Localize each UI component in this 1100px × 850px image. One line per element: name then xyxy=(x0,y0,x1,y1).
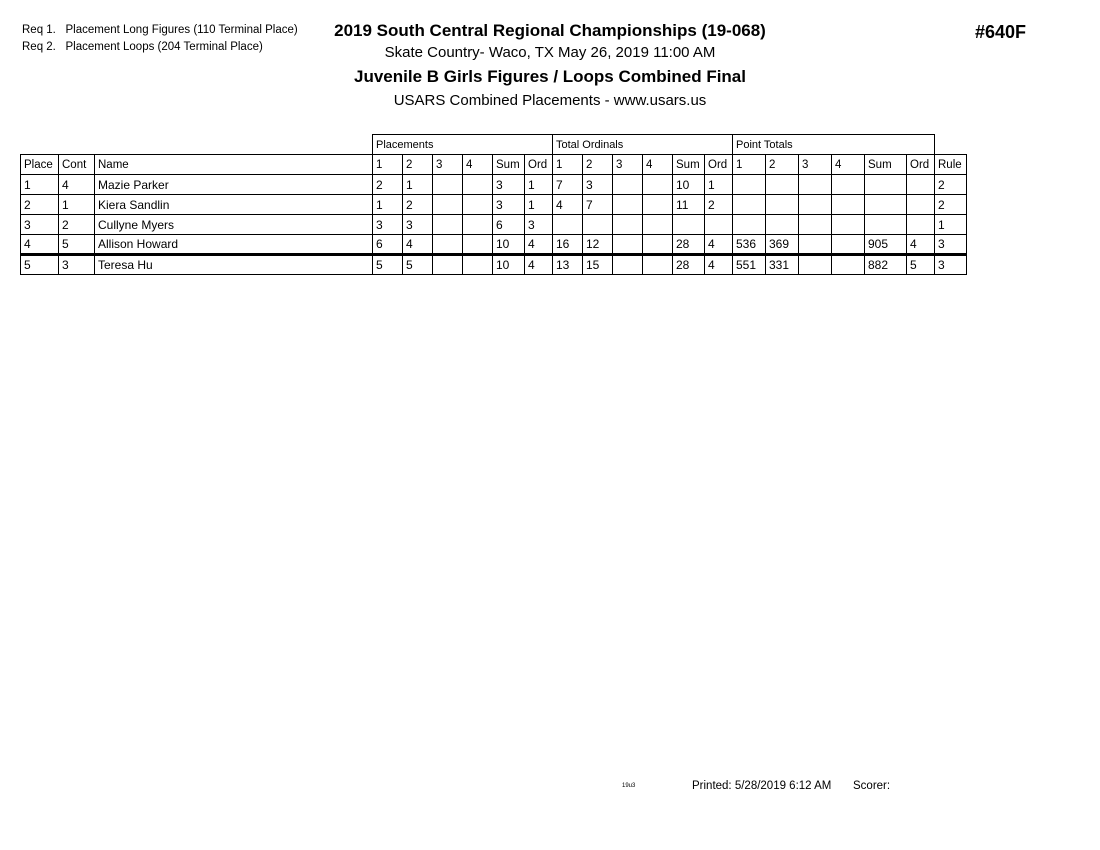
cell-cont: 3 xyxy=(59,255,95,275)
column-header-points-judge-2: 2 xyxy=(766,155,799,175)
cell-placement-judge-4 xyxy=(463,235,493,255)
column-header-points-sum: Sum xyxy=(865,155,907,175)
cell-name: Kiera Sandlin xyxy=(95,195,373,215)
cell-points-judge-3 xyxy=(799,195,832,215)
cell-points-judge-4 xyxy=(832,235,865,255)
cell-ordinal-judge-4 xyxy=(643,175,673,195)
cell-name: Mazie Parker xyxy=(95,175,373,195)
cell-ordinal-judge-4 xyxy=(643,235,673,255)
cell-ordinal-sum: 28 xyxy=(673,235,705,255)
cell-ordinal-sum xyxy=(673,215,705,235)
cell-place: 1 xyxy=(21,175,59,195)
cell-ordinal-judge-1: 13 xyxy=(553,255,583,275)
column-header-placement-sum: Sum xyxy=(493,155,525,175)
cell-placement-judge-1: 5 xyxy=(373,255,403,275)
cell-points-ord xyxy=(907,175,935,195)
group-header-point-totals: Point Totals xyxy=(733,135,935,155)
column-header-points-judge-3: 3 xyxy=(799,155,832,175)
event-venue-datetime: Skate Country- Waco, TX May 26, 2019 11:00 AM xyxy=(384,44,716,61)
cell-placement-judge-4 xyxy=(463,195,493,215)
cell-points-judge-1 xyxy=(733,195,766,215)
cell-placement-judge-2: 1 xyxy=(403,175,433,195)
requirement-label: Req 2. xyxy=(22,41,56,53)
column-header-ordinal-judge-3: 3 xyxy=(613,155,643,175)
cell-points-judge-3 xyxy=(799,235,832,255)
column-header-place: Place xyxy=(21,155,59,175)
table-row xyxy=(21,235,967,255)
cell-ordinal-judge-3 xyxy=(613,195,643,215)
column-header-cont: Cont xyxy=(59,155,95,175)
table-row xyxy=(21,195,967,215)
column-header-ordinal-judge-4: 4 xyxy=(643,155,673,175)
cell-place: 4 xyxy=(21,235,59,255)
cell-placement-judge-1: 2 xyxy=(373,175,403,195)
title-block xyxy=(0,20,1100,112)
cell-ordinal-judge-4 xyxy=(643,195,673,215)
cell-ordinal-ord: 4 xyxy=(705,235,733,255)
cell-points-ord xyxy=(907,215,935,235)
cell-placement-judge-2: 2 xyxy=(403,195,433,215)
cell-placement-ord: 4 xyxy=(525,255,553,275)
cell-placement-judge-1: 3 xyxy=(373,215,403,235)
requirement-text: Placement Loops (204 Terminal Place) xyxy=(65,41,263,53)
cell-points-sum xyxy=(865,215,907,235)
cell-points-judge-2 xyxy=(766,195,799,215)
cell-rule: 3 xyxy=(935,235,967,255)
column-header-row xyxy=(21,155,967,175)
printed-timestamp: Printed: 5/28/2019 6:12 AM xyxy=(692,780,832,792)
cell-placement-judge-3 xyxy=(433,255,463,275)
cell-points-ord: 4 xyxy=(907,235,935,255)
group-header-total-ordinals: Total Ordinals xyxy=(553,135,733,155)
cell-placement-ord: 4 xyxy=(525,235,553,255)
cell-points-ord xyxy=(907,195,935,215)
cell-points-judge-3 xyxy=(799,215,832,235)
column-header-ordinal-judge-2: 2 xyxy=(583,155,613,175)
cell-cont: 5 xyxy=(59,235,95,255)
cell-points-judge-2 xyxy=(766,175,799,195)
cell-placement-judge-3 xyxy=(433,175,463,195)
cell-points-sum xyxy=(865,195,907,215)
cell-cont: 1 xyxy=(59,195,95,215)
column-header-placement-judge-2: 2 xyxy=(403,155,433,175)
cell-placement-ord: 3 xyxy=(525,215,553,235)
cell-points-judge-2 xyxy=(766,215,799,235)
column-header-ordinal-ord: Ord xyxy=(705,155,733,175)
cell-ordinal-judge-3 xyxy=(613,235,643,255)
cell-cont: 4 xyxy=(59,175,95,195)
cell-points-judge-2: 331 xyxy=(766,255,799,275)
cell-ordinal-ord xyxy=(705,215,733,235)
cell-points-judge-4 xyxy=(832,175,865,195)
cell-placement-judge-3 xyxy=(433,235,463,255)
cell-placement-judge-4 xyxy=(463,175,493,195)
cell-cont: 2 xyxy=(59,215,95,235)
cell-place: 5 xyxy=(21,255,59,275)
cell-ordinal-judge-2: 3 xyxy=(583,175,613,195)
cell-placement-judge-4 xyxy=(463,255,493,275)
scorer-label: Scorer: xyxy=(853,780,891,792)
cell-points-judge-3 xyxy=(799,175,832,195)
cell-rule: 2 xyxy=(935,195,967,215)
group-header-spacer xyxy=(21,135,59,155)
cell-placement-ord: 1 xyxy=(525,195,553,215)
table-row xyxy=(21,255,967,275)
cell-ordinal-judge-2: 15 xyxy=(583,255,613,275)
cell-points-judge-1 xyxy=(733,215,766,235)
group-header-row xyxy=(21,135,967,155)
cell-rule: 3 xyxy=(935,255,967,275)
requirement-label: Req 1. xyxy=(22,24,56,36)
event-title: 2019 South Central Regional Championships (19-068) xyxy=(334,21,766,40)
cell-points-judge-2: 369 xyxy=(766,235,799,255)
cell-ordinal-ord: 2 xyxy=(705,195,733,215)
cell-ordinal-judge-1 xyxy=(553,215,583,235)
cell-placement-judge-1: 1 xyxy=(373,195,403,215)
cell-rule: 1 xyxy=(935,215,967,235)
cell-ordinal-sum: 10 xyxy=(673,175,705,195)
cell-placement-sum: 10 xyxy=(493,235,525,255)
column-header-placement-judge-4: 4 xyxy=(463,155,493,175)
column-header-placement-judge-3: 3 xyxy=(433,155,463,175)
cell-ordinal-judge-2 xyxy=(583,215,613,235)
cell-points-judge-3 xyxy=(799,255,832,275)
cell-ordinal-judge-3 xyxy=(613,175,643,195)
cell-points-sum xyxy=(865,175,907,195)
cell-ordinal-sum: 28 xyxy=(673,255,705,275)
cell-placement-sum: 6 xyxy=(493,215,525,235)
cell-points-judge-1 xyxy=(733,175,766,195)
cell-ordinal-judge-4 xyxy=(643,255,673,275)
cell-placement-judge-2: 3 xyxy=(403,215,433,235)
column-header-points-judge-1: 1 xyxy=(733,155,766,175)
cell-placement-judge-1: 6 xyxy=(373,235,403,255)
column-header-name: Name xyxy=(95,155,373,175)
event-category: Juvenile B Girls Figures / Loops Combined Final xyxy=(353,67,746,86)
cell-name: Allison Howard xyxy=(95,235,373,255)
table-row xyxy=(21,215,967,235)
cell-ordinal-judge-2: 12 xyxy=(583,235,613,255)
cell-ordinal-judge-1: 4 xyxy=(553,195,583,215)
cell-placement-sum: 3 xyxy=(493,195,525,215)
cell-points-judge-1: 536 xyxy=(733,235,766,255)
group-header-spacer xyxy=(95,135,373,155)
cell-placement-judge-2: 5 xyxy=(403,255,433,275)
results-table-container xyxy=(20,134,967,275)
footer-code: 19u3 xyxy=(622,783,636,789)
results-table xyxy=(20,134,967,275)
cell-points-judge-4 xyxy=(832,195,865,215)
column-header-rule: Rule xyxy=(935,155,967,175)
cell-points-sum: 905 xyxy=(865,235,907,255)
cell-placement-ord: 1 xyxy=(525,175,553,195)
cell-placement-sum: 10 xyxy=(493,255,525,275)
cell-ordinal-judge-2: 7 xyxy=(583,195,613,215)
event-code: #640F xyxy=(974,22,1026,42)
column-header-placement-judge-1: 1 xyxy=(373,155,403,175)
cell-rule: 2 xyxy=(935,175,967,195)
column-header-ordinal-sum: Sum xyxy=(673,155,705,175)
cell-points-judge-4 xyxy=(832,215,865,235)
column-header-placement-ord: Ord xyxy=(525,155,553,175)
group-header-spacer xyxy=(935,135,967,155)
cell-ordinal-judge-4 xyxy=(643,215,673,235)
group-header-spacer xyxy=(59,135,95,155)
cell-placement-judge-3 xyxy=(433,215,463,235)
cell-ordinal-judge-1: 7 xyxy=(553,175,583,195)
cell-ordinal-judge-1: 16 xyxy=(553,235,583,255)
cell-ordinal-judge-3 xyxy=(613,215,643,235)
cell-name: Cullyne Myers xyxy=(95,215,373,235)
cell-name: Teresa Hu xyxy=(95,255,373,275)
cell-placement-sum: 3 xyxy=(493,175,525,195)
cell-place: 3 xyxy=(21,215,59,235)
cell-placement-judge-3 xyxy=(433,195,463,215)
cell-placement-judge-2: 4 xyxy=(403,235,433,255)
cell-points-judge-4 xyxy=(832,255,865,275)
requirement-text: Placement Long Figures (110 Terminal Place) xyxy=(65,24,298,36)
cell-points-judge-1: 551 xyxy=(733,255,766,275)
column-header-points-ord: Ord xyxy=(907,155,935,175)
table-row xyxy=(21,175,967,195)
cell-points-ord: 5 xyxy=(907,255,935,275)
cell-placement-judge-4 xyxy=(463,215,493,235)
cell-points-sum: 882 xyxy=(865,255,907,275)
event-subtitle: USARS Combined Placements - www.usars.us xyxy=(393,92,707,109)
column-header-ordinal-judge-1: 1 xyxy=(553,155,583,175)
cell-place: 2 xyxy=(21,195,59,215)
cell-ordinal-sum: 11 xyxy=(673,195,705,215)
cell-ordinal-ord: 1 xyxy=(705,175,733,195)
group-header-placements: Placements xyxy=(373,135,553,155)
cell-ordinal-judge-3 xyxy=(613,255,643,275)
column-header-points-judge-4: 4 xyxy=(832,155,865,175)
cell-ordinal-ord: 4 xyxy=(705,255,733,275)
